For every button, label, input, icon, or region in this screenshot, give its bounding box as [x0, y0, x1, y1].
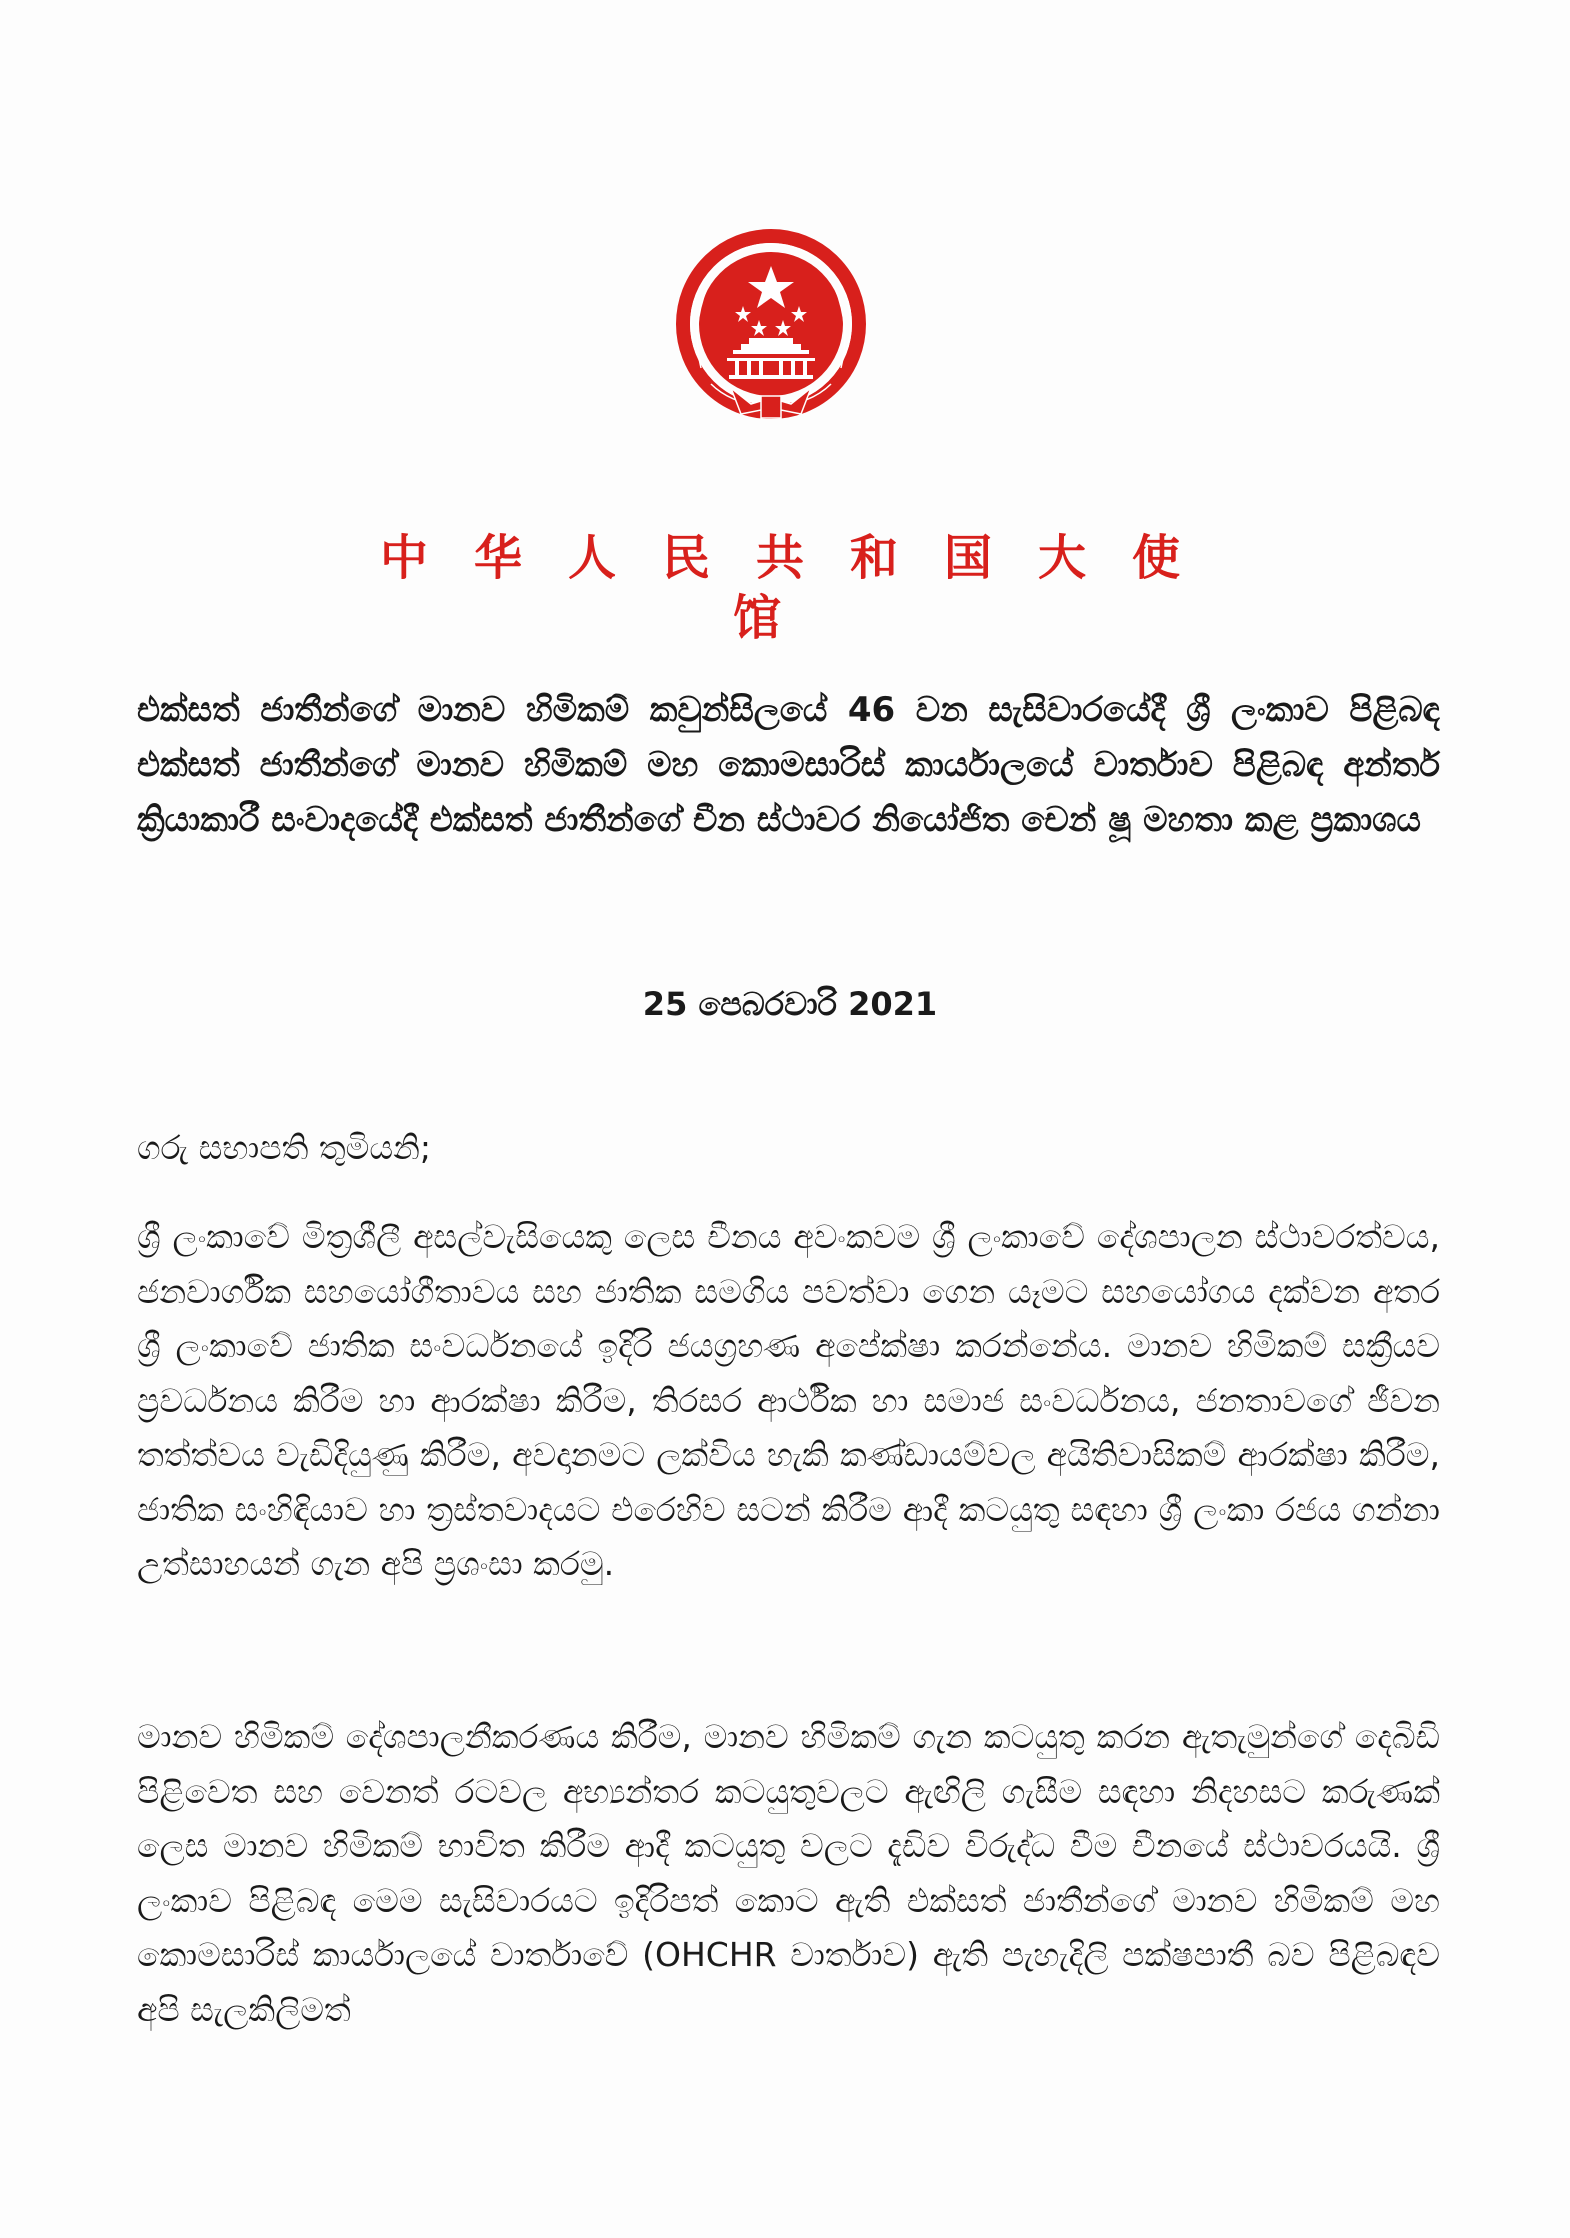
body-paragraph: මානව හිමිකම් දේශපාලනීකරණය කිරීම, මානව හිමිකම් ගැන කටයුතු කරන ඇතැමුන්ගේ දෙබිඩි පිළිවෙත සහ වෙනත් රටවල අභ්‍යන්තර කටයුතුවලට ඇඟිලි ගැසීම සඳහා නිදහසට කරුණක් ලෙස මානව හිමිකම් භාවිත කිරීම ආදී කටයුතු වලට දැඩිව විරුද්ධ වීම චීනයේ ස්ථාවරයයි. ශ්‍රී ලංකාව පිළිබඳ මෙම සැසිවාරයට ඉදිරිපත් කොට ඇති එක්සත් ජාතීන්ගේ මානව හිමිකම් මහ කොමසාරිස් කාර්යාලයේ වාර්තාවේ (OHCHR වාර්තාව) ඇති පැහැදිලි පක්ෂපාතී බව පිළිබඳව අපි සැලකිලිමත් — [137, 1717, 1440, 2029]
body-paragraph: ශ්‍රී ලංකාවේ මිත්‍රශීලී අසල්වැසියෙකු ලෙස චීනය අවංකවම ශ්‍රී ලංකාවේ දේශපාලන ස්ථාවරත්වය, ජනවාර්ගික සහයෝගීතාවය සහ ජාතික සමගිය පවත්වා ගෙන යෑමට සහයෝගය දක්වන අතර ශ්‍රී ලංකාවේ ජාතික සංවර්ධනයේ ඉදිරි ජයග්‍රහණ අපේක්ෂා කරන්නේය. මානව හිමිකම් සක්‍රීයව ප්‍රවර්ධනය කිරීම හා ආරක්ෂා කිරීම, තිරසර ආර්ථික හා සමාජ සංවර්ධනය, ජනතාවගේ ජීවන තත්ත්වය වැඩිදියුණු කිරීම, අවදානමට ලක්විය හැකි කණ්ඩායම්වල අයිතිවාසිකම් ආරක්ෂා කිරීම, ජාතික සංහිඳියාව හා ත්‍රස්තවාදයට එරෙහිව සටන් කිරීම ආදී කටයුතු සඳහා ශ්‍රී ලංකා රජය ගන්නා උත්සාහයන් ගැන අපි ප්‍රශංසා කරමු. — [137, 1217, 1440, 1583]
national-emblem-icon — [671, 228, 871, 428]
statement-date: 25 පෙබරවාරි 2021 — [642, 985, 938, 1023]
statement-title: එක්සත් ජාතීන්ගේ මානව හිමිකම් කවුන්සිලයේ 46 වන සැසිවාරයේදී ශ්‍රී ලංකාව පිළිබඳ එක්සත් ජාතීන්ගේ මානව හිමිකම් මහ කොමසාරිස් කාර්යාලයේ වාර්තාව පිළිබඳ අන්තර් ක්‍රියාකාරී සංවාදයේදී එක්සත් ජාතීන්ගේ චීන ස්ථාවර නියෝජිත චෙන් ෂූ මහතා කළ ප්‍රකාශය — [137, 690, 1440, 840]
salutation: ගරු සභාපති තුමියනි; — [137, 1128, 432, 1167]
embassy-name-heading: 中华人民共和国大使馆 — [379, 530, 1226, 646]
